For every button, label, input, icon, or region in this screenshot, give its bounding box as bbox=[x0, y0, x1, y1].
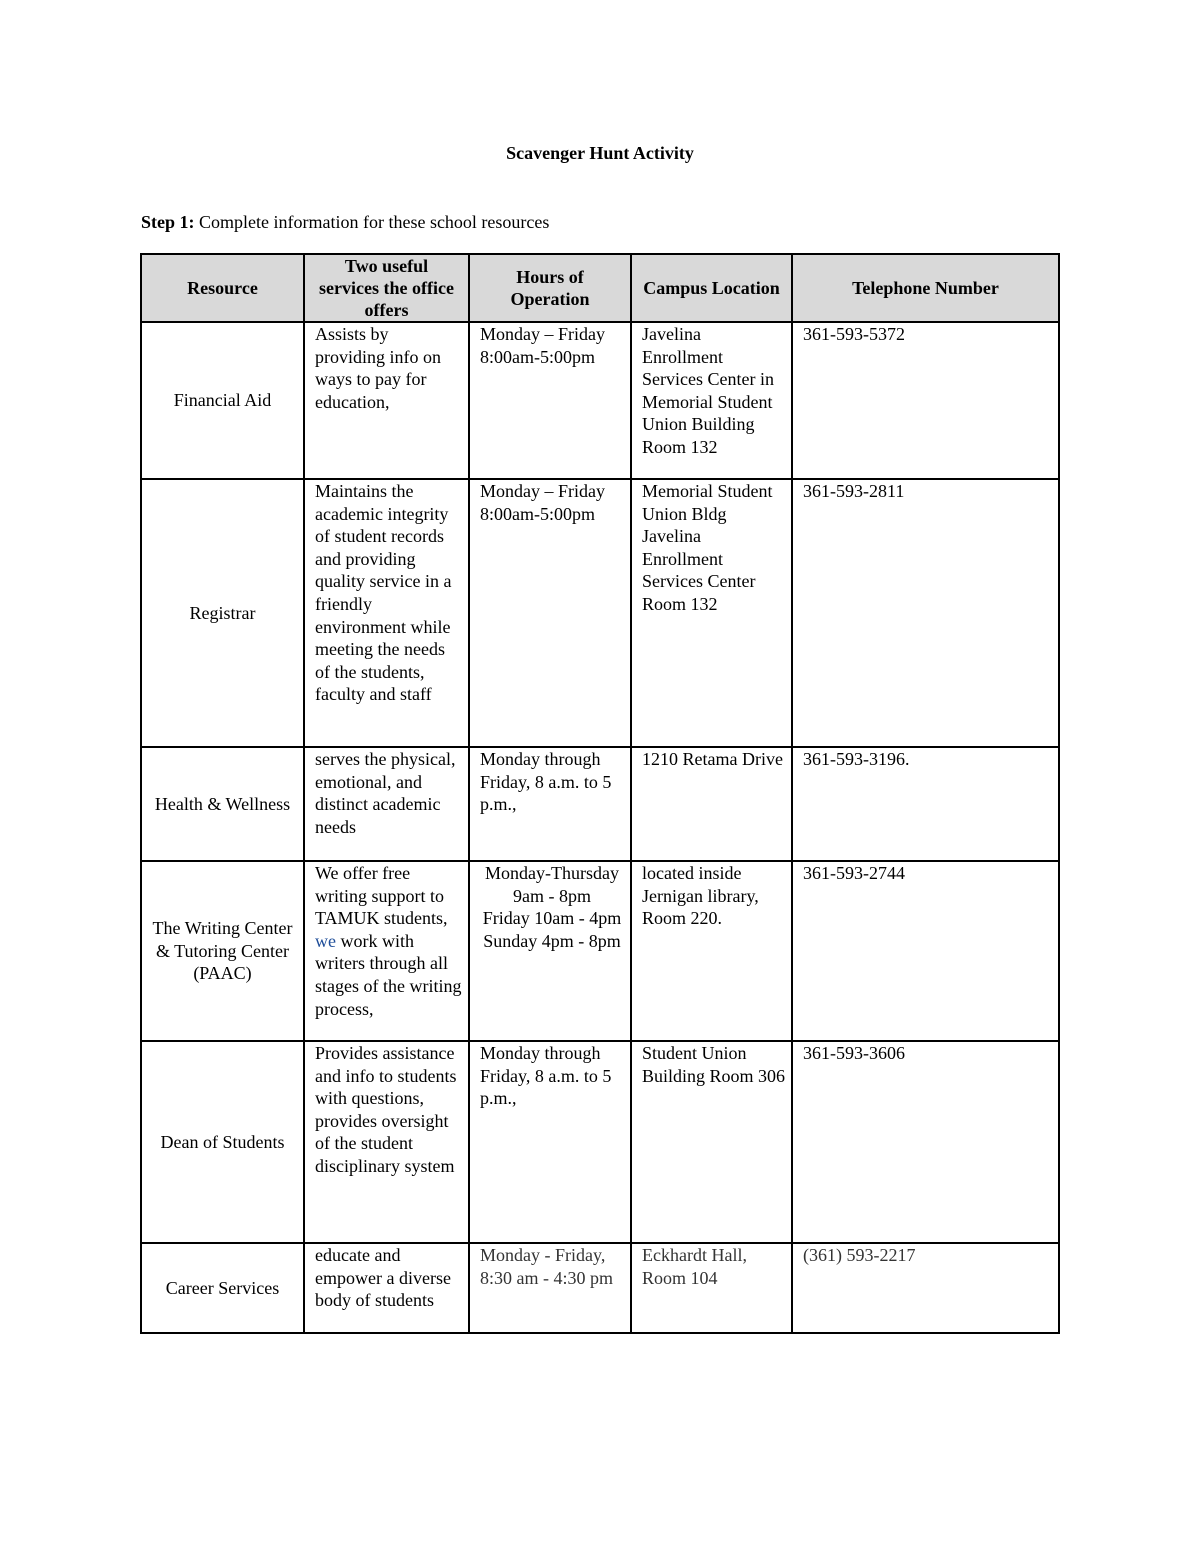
location-cell: Memorial Student Union Bldg Javelina Enrollment Services Center Room 132 bbox=[631, 479, 792, 747]
hours-cell: Monday through Friday, 8 a.m. to 5 p.m., bbox=[469, 747, 631, 861]
services-cell: Assists by providing info on ways to pay for education, bbox=[304, 322, 469, 479]
step-text: Complete information for these school resources bbox=[199, 212, 550, 232]
table-row bbox=[141, 322, 1059, 479]
step-instruction bbox=[141, 211, 549, 233]
resource-name-cell: Registrar bbox=[141, 479, 304, 747]
header-hours: Hours of Operation bbox=[469, 254, 631, 322]
header-resource: Resource bbox=[141, 254, 304, 322]
header-location: Campus Location bbox=[631, 254, 792, 322]
header-services: Two useful services the office offers bbox=[304, 254, 469, 322]
phone-cell: 361-593-2744 bbox=[792, 861, 1059, 1041]
location-cell: Javelina Enrollment Services Center in Memorial Student Union Building Room 132 bbox=[631, 322, 792, 479]
location-cell: located inside Jernigan library, Room 220. bbox=[631, 861, 792, 1041]
services-cell bbox=[304, 861, 469, 1041]
services-cell: Provides assistance and info to students with questions, provides oversight of the student disciplinary system bbox=[304, 1041, 469, 1243]
location-cell: Student Union Building Room 306 bbox=[631, 1041, 792, 1243]
phone-cell: 361-593-2811 bbox=[792, 479, 1059, 747]
services-cell: Maintains the academic integrity of student records and providing quality service in a friendly environment while meeting the needs of the students, faculty and staff bbox=[304, 479, 469, 747]
phone-cell: 361-593-3196. bbox=[792, 747, 1059, 861]
hours-line: Friday 10am - 4pm bbox=[482, 908, 622, 929]
location-cell: 1210 Retama Drive bbox=[631, 747, 792, 861]
table-row bbox=[141, 861, 1059, 1041]
resource-name-cell: The Writing Center & Tutoring Center (PAAC) bbox=[141, 861, 304, 1041]
location-cell: Eckhardt Hall, Room 104 bbox=[631, 1243, 792, 1333]
resource-name-cell: Career Services bbox=[141, 1243, 304, 1333]
table-row bbox=[141, 747, 1059, 861]
hours-cell: Monday – Friday 8:00am-5:00pm bbox=[469, 479, 631, 747]
phone-cell: (361) 593-2217 bbox=[792, 1243, 1059, 1333]
phone-cell: 361-593-5372 bbox=[792, 322, 1059, 479]
hours-line: Sunday 4pm - 8pm bbox=[483, 930, 621, 951]
hours-cell bbox=[469, 861, 631, 1041]
services-highlight-word: we bbox=[315, 930, 336, 951]
header-phone: Telephone Number bbox=[792, 254, 1059, 322]
table-row bbox=[141, 1041, 1059, 1243]
hours-cell: Monday through Friday, 8 a.m. to 5 p.m., bbox=[469, 1041, 631, 1243]
resources-table bbox=[140, 253, 1060, 1334]
table-row bbox=[141, 1243, 1059, 1333]
services-text: work with writers through all stages of the writing process, bbox=[315, 930, 462, 1019]
services-cell: educate and empower a diverse body of students bbox=[304, 1243, 469, 1333]
step-label: Step 1: bbox=[141, 212, 195, 232]
hours-cell: Monday – Friday 8:00am-5:00pm bbox=[469, 322, 631, 479]
phone-cell: 361-593-3606 bbox=[792, 1041, 1059, 1243]
table-header-row bbox=[141, 254, 1059, 322]
hours-cell: Monday - Friday, 8:30 am - 4:30 pm bbox=[469, 1243, 631, 1333]
resource-name-cell: Health & Wellness bbox=[141, 747, 304, 861]
hours-line: Monday-Thursday 9am - 8pm bbox=[485, 863, 619, 906]
page-title: Scavenger Hunt Activity bbox=[506, 143, 694, 163]
services-cell: serves the physical, emotional, and distinct academic needs bbox=[304, 747, 469, 861]
resource-name-cell: Dean of Students bbox=[141, 1041, 304, 1243]
table-row bbox=[141, 479, 1059, 747]
resource-name-cell: Financial Aid bbox=[141, 322, 304, 479]
services-text: We offer free writing support to TAMUK students, bbox=[315, 863, 448, 929]
